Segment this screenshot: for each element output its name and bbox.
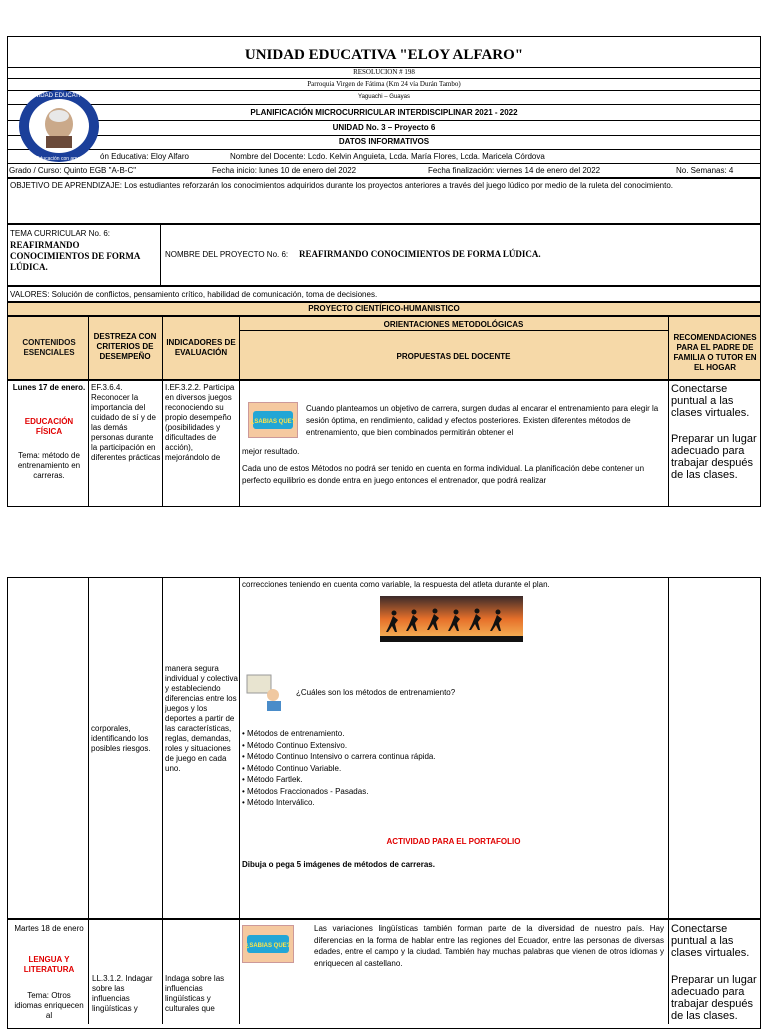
row1-p2: Cada uno de estos Métodos no podrá ser tenido en cuenta en forma individual. La planificación debe contener un perfecto equilibrio es donde entra en juego entonces el entrenador, que podrá realizar (242, 464, 645, 485)
col-skill: DESTREZA CON CRITERIOS DE DESEMPEÑO (93, 332, 157, 361)
method-item: • Método Continuo Extensivo. (242, 740, 348, 750)
row2-p: Las variaciones lingüísticas también forman parte de la diversidad de nuestro país. Hay diferencias en la forma de hablar entre las regiones del Ecuador, entre las personas de diversas edades, entre el campo y la ciudad. También hay muchas palabras que vienen de otros idiomas y enriquecen al castellano. (314, 924, 664, 968)
svg-text:¿SABIAS QUE?: ¿SABIAS QUE? (250, 419, 296, 425)
project-type: PROYECTO CIENTÍFICO-HUMANISTICO (308, 304, 460, 313)
project-value: REAFIRMANDO CONOCIMIENTOS DE FORMA LÚDICA. (299, 249, 541, 259)
row2-skill: LL.3.1.2. Indagar sobre las influencias lingüísticas y (92, 974, 153, 1013)
row1-rec1: Conectarse puntual a las clases virtuales. (671, 383, 750, 419)
col-indicators: INDICADORES DE EVALUACIÓN (166, 338, 236, 357)
svg-text:UNIDAD EDUCATIVA: UNIDAD EDUCATIVA (29, 93, 89, 99)
row1-rec2: Preparar un lugar adecuado para trabajar después de las clases. (671, 433, 757, 481)
method-item: • Método Fartlek. (242, 775, 303, 784)
parish: Parroquia Virgen de Fátima (Km 24 vía Durán Tambo) (307, 80, 461, 88)
row1-skill: EF.3.6.4. Reconocer la importancia del cuidado de sí y de las demás personas durante la participación en diferentes prácticas (91, 383, 161, 462)
method-item: • Métodos de entrenamiento. (242, 729, 345, 738)
question-icon (241, 671, 289, 711)
row1-subject: EDUCACIÓN FÍSICA (24, 417, 74, 436)
svg-text:Educación con amor: Educación con amor (36, 156, 82, 162)
col-proposals: PROPUESTAS DEL DOCENTE (396, 352, 511, 361)
col-recommendations: RECOMENDACIONES PARA EL PADRE DE FAMILIA O TUTOR EN EL HOGAR (673, 333, 757, 372)
topic-value: REAFIRMANDO CONOCIMIENTOS DE FORMA LÚDICA. (10, 240, 140, 272)
indicator-cont: manera segura individual y colectiva y estableciendo diferencias entre los juegos y los deportes a partir de las características, reglas, demandas, roles y situaciones de juego en cada uno. (165, 664, 238, 773)
topic-label: TEMA CURRICULAR No. 6: (10, 229, 111, 238)
row2-indicator: Indaga sobre las influencias lingüísticas y culturales que (165, 974, 225, 1013)
row2-theme: Tema: Otros idiomas enriquecen al (14, 991, 84, 1020)
methods-list (242, 728, 662, 809)
activity-title: ACTIVIDAD PARA EL PORTAFOLIO (386, 837, 521, 846)
school-logo (18, 88, 100, 164)
col-orientations: ORIENTACIONES METODOLÓGICAS (383, 320, 524, 329)
teachers: Nombre del Docente: Lcdo. Kelvin Anguieta, Lcda. María Flores, Lcda. Maricela Córdova (230, 152, 545, 161)
runners-image (380, 596, 523, 642)
unit-title: UNIDAD No. 3 – Proyecto 6 (332, 123, 436, 132)
row1-p1: Cuando planteamos un objetivo de carrera, surgen dudas al encarar el entrenamiento para elegir la sesión óptima, en rendimiento, calidad y efectos posteriores. Existen diferentes métodos de entrenamiento, que bien combinados permitirán obtener el (306, 404, 659, 437)
row2-subject: LENGUA Y LITERATURA (23, 955, 75, 974)
method-item: • Método Continuo Intensivo o carrera continua rápida. (242, 752, 436, 761)
method-item: • Método Continuo Variable. (242, 763, 342, 773)
resolution: RESOLUCION # 198 (353, 68, 415, 76)
activity: Dibuja o pega 5 imágenes de métodos de carreras. (242, 860, 435, 869)
method-item: • Métodos Fraccionados - Pasadas. (242, 786, 369, 796)
row2-day: Martes 18 de enero (14, 924, 84, 933)
objective: OBJETIVO DE APRENDIZAJE: Los estudiantes reforzarán los conocimientos adquiridos durante los proyectos anteriores a través del juego lúdico por medio de la ruleta del conocimiento. (10, 181, 674, 190)
plan-title: PLANIFICACIÓN MICROCURRICULAR INTERDISCIPLINAR 2021 - 2022 (250, 108, 518, 117)
row1-day: Lunes 17 de enero. (12, 383, 86, 392)
start-date: Fecha inicio: lunes 10 de enero del 2022 (212, 166, 357, 175)
methods-question: ¿Cuáles son los métodos de entrenamiento? (296, 688, 456, 697)
svg-text:¿SABIAS QUE?: ¿SABIAS QUE? (245, 943, 291, 949)
city: Yaguachi – Guayas (358, 94, 410, 100)
school-title: UNIDAD EDUCATIVA "ELOY ALFARO" (244, 47, 524, 63)
cont-text: correcciones teniendo en cuenta como variable, la respuesta del atleta durante el plan. (242, 580, 550, 589)
method-item: • Método Interválico. (242, 798, 315, 807)
row1-p1b: mejor resultado. (242, 447, 300, 456)
row2-rec2: Preparar un lugar adecuado para trabajar después de las clases. (671, 974, 757, 1022)
info-title: DATOS INFORMATIVOS (338, 137, 430, 146)
row2-rec1: Conectarse puntual a las clases virtuales. (671, 923, 750, 959)
did-you-know-icon-2 (242, 925, 294, 963)
col-contents: CONTENIDOS ESENCIALES (22, 338, 76, 357)
institution: ón Educativa: Eloy Alfaro (100, 152, 189, 161)
did-you-know-icon (248, 402, 298, 438)
row1-indicator: I.EF.3.2.2. Participa en diversos juegos reconociendo su propio desempeño (posibilidades y dificultades de acción), mejorándolo de (165, 383, 235, 462)
skill-cont: corporales, identificando los posibles riesgos. (91, 724, 151, 753)
project-label: NOMBRE DEL PROYECTO No. 6: (165, 250, 289, 259)
values: VALORES: Solución de conflictos, pensamiento crítico, habilidad de comunicación, toma de decisiones. (10, 290, 378, 299)
end-date: Fecha finalización: viernes 14 de enero del 2022 (428, 166, 601, 175)
row1-theme: Tema: método de entrenamiento en carreras. (17, 451, 81, 480)
grade: Grado / Curso: Quinto EGB "A-B-C" (9, 166, 137, 175)
weeks: No. Semanas: 4 (676, 166, 734, 175)
page-2 (0, 577, 768, 1024)
